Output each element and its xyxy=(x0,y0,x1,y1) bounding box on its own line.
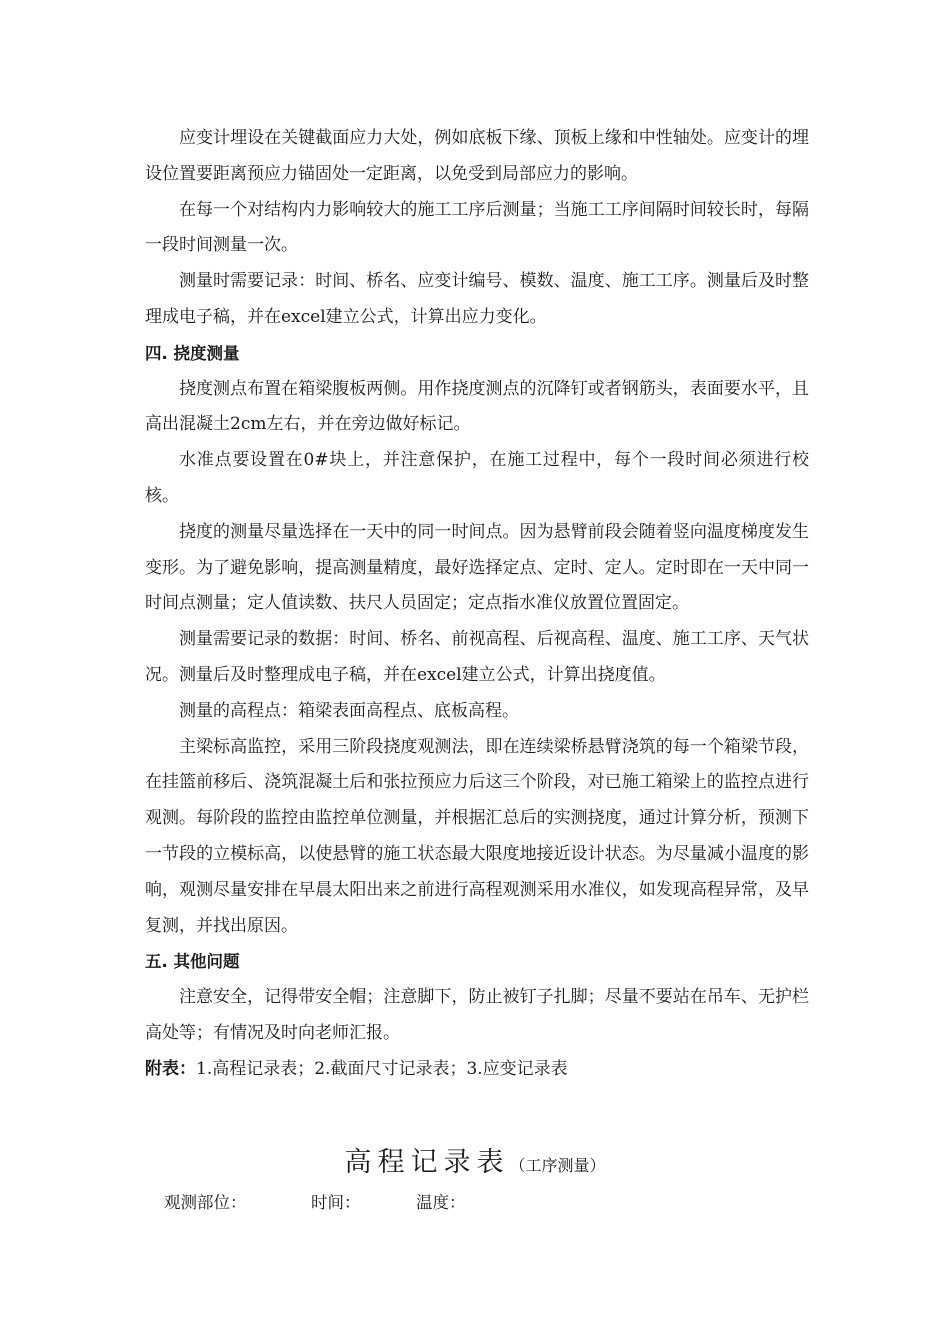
table-title-main: 高程记录表 xyxy=(344,1147,510,1178)
paragraph-elevation-control: 主梁标高监控，采用三阶段挠度观测法，即在连续梁桥悬臂浇筑的每一个箱梁节段，在挂篮前移后、浇筑混凝土后和张拉预应力后这三个阶段，对已施工箱梁上的监控点进行观测。每阶段的监控由监控单位测量，并根据汇总后的实测挠度，通过计算分析，预测下一节段的立模标高，以使悬臂的施工状态最大限度地接近设计状态。为尽量减小温度的影响，观测尽量安排在早晨太阳出来之前进行高程观测采用水准仪，如发现高程异常，及早复测，并找出原因。 xyxy=(145,736,809,936)
paragraph-deflection-recording: 测量需要记录的数据：时间、桥名、前视高程、后视高程、温度、施工工序、天气状况。测量后及时整理成电子稿，并在excel建立公式，计算出挠度值。 xyxy=(145,629,809,685)
paragraph-safety: 注意安全，记得带安全帽；注意脚下，防止被钉子扎脚；尽量不要站在吊车、无护栏高处等；有情况及时向老师汇报。 xyxy=(145,987,809,1043)
paragraph-elevation-points: 测量的高程点：箱梁表面高程点、底板高程。 xyxy=(179,700,519,721)
paragraph-strain-recording: 测量时需要记录：时间、桥名、应变计编号、模数、温度、施工工序。测量后及时整理成电子稿，并在excel建立公式，计算出应力变化。 xyxy=(145,271,809,327)
paragraph-deflection-points: 挠度测点布置在箱梁腹板两侧。用作挠度测点的沉降钉或者钢筋头，表面要水平，且高出混凝土2cm左右，并在旁边做好标记。 xyxy=(145,378,809,435)
section-heading-other-issues: 五. 其他问题 xyxy=(145,952,240,972)
paragraph-strain-gauge-placement: 应变计埋设在关键截面应力大处，例如底板下缘、顶板上缘和中性轴处。应变计的埋设位置要距离预应力锚固处一定距离，以免受到局部应力的影响。 xyxy=(145,128,809,184)
paragraph-measurement-timing: 在每一个对结构内力影响较大的施工工序后测量；当施工工序间隔时间较长时，每隔一段时间测量一次。 xyxy=(145,199,809,256)
field-temperature-label: 温度： xyxy=(416,1193,466,1212)
appendix-line xyxy=(145,1052,809,1088)
table-title-subtitle: （工序测量） xyxy=(509,1156,606,1175)
appendix-text: 1.高程记录表；2.截面尺寸记录表；3.应变记录表 xyxy=(196,1058,568,1079)
field-time-label: 时间： xyxy=(311,1193,361,1212)
paragraph-benchmark: 水准点要设置在0#块上，并注意保护，在施工过程中，每个一段时间必须进行校核。 xyxy=(145,450,809,506)
paragraph-measurement-time-point: 挠度的测量尽量选择在一天中的同一时间点。因为悬臂前段会随着竖向温度梯度发生变形。为了避免影响，提高测量精度，最好选择定点、定时、定人。定时即在一天中同一时间点测量；定人值读数、扶尺人员固定；定点指水准仪放置位置固定。 xyxy=(145,521,809,614)
document-body xyxy=(145,121,809,1088)
section-heading-deflection: 四. 挠度测量 xyxy=(145,343,240,363)
field-location-label: 观测部位： xyxy=(164,1193,247,1212)
table-title xyxy=(0,1140,950,1179)
appendix-label: 附表： xyxy=(145,1058,196,1079)
